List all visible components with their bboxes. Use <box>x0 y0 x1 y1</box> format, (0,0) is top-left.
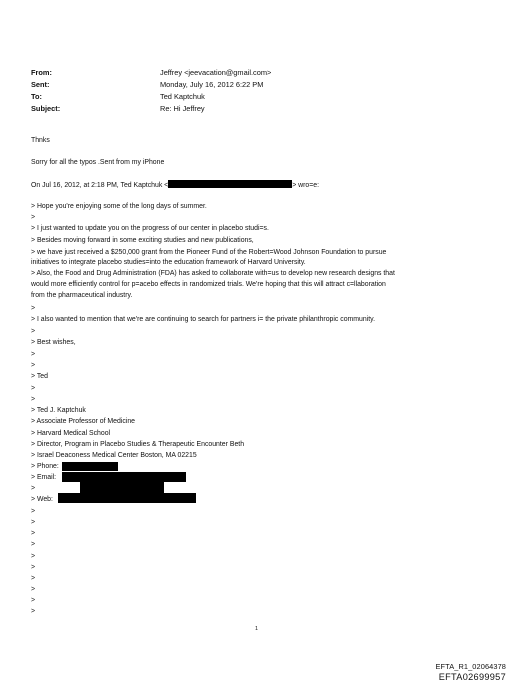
to-value: Ted Kaptchuk <box>160 92 205 101</box>
quote-marker: > <box>31 597 36 604</box>
quote-line: > Best wishes, <box>31 339 76 346</box>
quote-marker: > <box>31 385 36 392</box>
sent-value: Monday, July 16, 2012 6:22 PM <box>160 80 264 89</box>
quote-marker: > <box>31 530 36 537</box>
quote-marker: > <box>31 214 36 221</box>
signature-line: > Israel Deaconess Medical Center Boston, MA 02215 <box>31 452 197 459</box>
quote-attribution <box>31 180 319 190</box>
quote-line: > Besides moving forward in some exciting studies and new publications, <box>31 237 254 244</box>
quote-marker: > <box>31 305 36 312</box>
phone-label: > Phone: <box>31 463 59 470</box>
quote-marker: > <box>31 553 36 560</box>
redaction-box <box>62 462 118 471</box>
subject-value: Re: Hi Jeffrey <box>160 104 205 113</box>
email-label: > Email: <box>31 474 57 481</box>
signature-line: > Harvard Medical School <box>31 430 111 437</box>
subject-label: Subject: <box>31 104 61 113</box>
to-label: To: <box>31 92 42 101</box>
quote-marker: > <box>31 575 36 582</box>
body-thanks: Thnks <box>31 137 50 144</box>
quote-line: > Hope you're enjoying some of the long days of summer. <box>31 203 207 210</box>
signature-line: > Associate Professor of Medicine <box>31 418 135 425</box>
attribution-suffix: > wro=e: <box>292 182 320 189</box>
quote-marker: > <box>31 485 36 492</box>
quote-marker: > <box>31 362 36 369</box>
quote-line: > Also, the Food and Drug Administration (FDA) has asked to collaborate with=us to develop new research designs that <box>31 270 395 277</box>
redaction-box <box>62 472 186 482</box>
signature-line: > Ted J. Kaptchuk <box>31 407 86 414</box>
quote-line: > I just wanted to update you on the progress of our center in placebo studi=s. <box>31 225 269 232</box>
quote-marker: > <box>31 328 36 335</box>
redaction-box <box>168 180 292 188</box>
quote-line: from the pharmaceutical industry. <box>31 292 133 299</box>
quote-marker: > <box>31 351 36 358</box>
web-label: > Web: <box>31 496 53 503</box>
quote-line: would more efficiently control for p=acebo effects in randomized trials. We're hoping that this will attract c=llaboration <box>31 281 386 288</box>
body-sorry: Sorry for all the typos .Sent from my iPhone <box>31 159 165 166</box>
quote-marker: > <box>31 608 36 615</box>
footer-code-primary: EFTA_R1_02064378 <box>435 662 506 671</box>
page-number: 1 <box>255 626 259 632</box>
attribution-prefix: On Jul 16, 2012, at 2:18 PM, Ted Kaptchuk < <box>31 182 169 189</box>
footer-code-secondary: EFTA02699957 <box>438 672 506 682</box>
signature-line: > Director, Program in Placebo Studies & Therapeutic Encounter Beth <box>31 441 245 448</box>
from-value: Jeffrey <jeevacation@gmail.com> <box>160 68 272 77</box>
quote-line: > we have just received a $250,000 grant from the Pioneer Fund of the Robert=Wood Johnson Foundation to pursue <box>31 249 387 256</box>
quote-marker: > <box>31 519 36 526</box>
quote-marker: > <box>31 586 36 593</box>
quote-marker: > <box>31 541 36 548</box>
from-label: From: <box>31 68 52 77</box>
quote-line: initiatives to integrate placebo studies=into the education framework of Harvard University. <box>31 259 306 266</box>
quote-line: > Ted <box>31 373 48 380</box>
redaction-box <box>58 493 196 503</box>
sent-label: Sent: <box>31 80 50 89</box>
quote-marker: > <box>31 508 36 515</box>
quote-marker: > <box>31 564 36 571</box>
quote-marker: > <box>31 396 36 403</box>
redaction-box <box>80 482 164 493</box>
quote-line: > I also wanted to mention that we're are continuing to search for partners i= the private philanthropic community. <box>31 316 375 323</box>
